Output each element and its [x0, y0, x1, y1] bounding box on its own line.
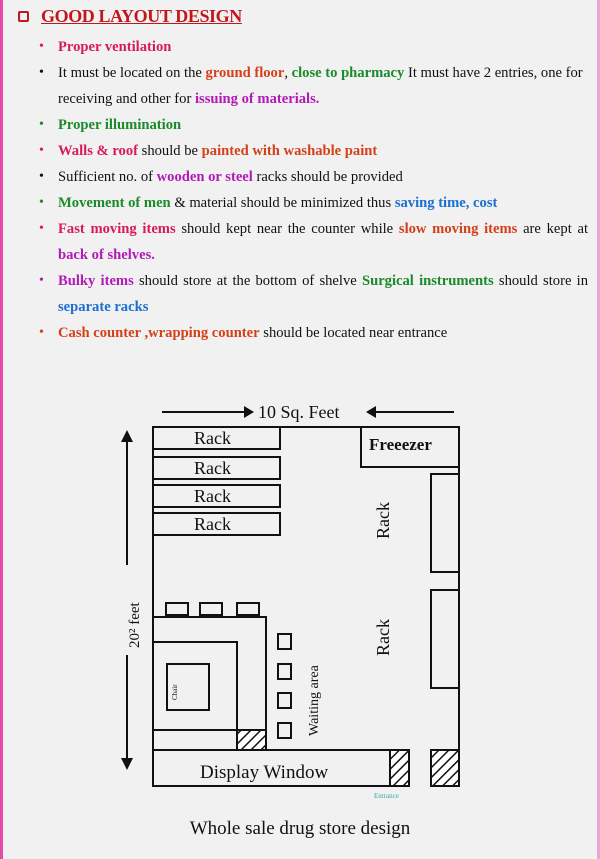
entrance-hatch-left: [390, 750, 409, 786]
bullet-text-segment: Surgical instruments: [361, 273, 494, 289]
svg-text:Entrance: Entrance: [374, 792, 399, 800]
bullet-text-segment: should kept near the counter while: [175, 221, 399, 237]
bullet-dot-icon: •: [39, 117, 44, 132]
svg-text:Rack: Rack: [194, 458, 231, 478]
bullet-dot-icon: •: [39, 325, 44, 340]
bullet-text-segment: are kept at: [517, 221, 588, 237]
entrance-hatch-right: [431, 750, 459, 786]
bullet-text-segment: should be located near entrance: [259, 325, 448, 341]
diagram-caption: Whole sale drug store design: [189, 818, 411, 839]
bullet-text-segment: Walls & roof: [58, 143, 138, 159]
bullet-dot-icon: •: [39, 39, 44, 54]
bullet-text-segment: separate racks: [58, 299, 149, 315]
svg-text:Chair: Chair: [171, 684, 179, 700]
bullet-text-segment: painted with washable paint: [201, 143, 378, 159]
bullet-text-segment: wooden or steel: [156, 169, 253, 185]
bullet-text-segment: It must have 2 entries, one for receiving and other for: [58, 65, 583, 107]
bullet-text-segment: Movement of men: [58, 195, 171, 211]
bullet-dot-icon: •: [39, 65, 44, 80]
svg-text:Rack: Rack: [194, 428, 231, 448]
bullet-text-segment: Proper ventilation: [58, 39, 172, 55]
bullet-text-segment: Fast moving items: [58, 221, 176, 237]
bullet-dot-icon: •: [39, 195, 44, 210]
bullet-text-segment: close to pharmacy: [291, 65, 405, 81]
svg-text:Rack: Rack: [194, 486, 231, 506]
bullet-text-segment: ,: [284, 65, 292, 81]
counter-entry-hatch: [237, 730, 266, 750]
bullet-text-segment: Cash counter ,wrapping counter: [58, 325, 260, 341]
bullet-text-segment: racks should be provided: [252, 169, 403, 185]
bullet-text-segment: back of shelves.: [58, 247, 155, 263]
bullet-text-segment: Bulky items: [58, 273, 134, 289]
bullet-dot-icon: •: [39, 273, 44, 288]
bullet-text-segment: slow moving items: [398, 221, 518, 237]
heading-title: GOOD LAYOUT DESIGN: [41, 6, 242, 26]
bullet-text-segment: issuing of materials.: [194, 91, 320, 107]
svg-text:Rack: Rack: [373, 502, 393, 539]
bullet-dot-icon: •: [39, 143, 44, 158]
bullet-text-segment: It must be located on the: [58, 65, 206, 81]
svg-text:Rack: Rack: [194, 514, 231, 534]
bullet-text-segment: & material should be minimized thus: [170, 195, 395, 211]
bullet-text-segment: saving time, cost: [394, 195, 498, 211]
svg-text:Waiting area: Waiting area: [307, 665, 322, 736]
svg-text:20² feet: 20² feet: [127, 602, 143, 648]
bullet-text-segment: should store in: [493, 273, 588, 289]
bullet-dot-icon: •: [39, 169, 44, 184]
bullet-text-segment: Proper illumination: [58, 117, 182, 133]
bullet-text-segment: should store at the bottom of shelve: [133, 273, 362, 289]
bullet-dot-icon: •: [39, 221, 44, 236]
bullet-text-segment: should be: [138, 143, 202, 159]
svg-text:10 Sq. Feet: 10 Sq. Feet: [258, 402, 340, 422]
svg-text:Rack: Rack: [373, 619, 393, 656]
svg-text:Display Window: Display Window: [200, 762, 329, 783]
svg-text:Freeezer: Freeezer: [369, 435, 432, 454]
bullet-text-segment: Sufficient no. of: [58, 169, 157, 185]
bullet-text-segment: ground floor: [205, 65, 285, 81]
